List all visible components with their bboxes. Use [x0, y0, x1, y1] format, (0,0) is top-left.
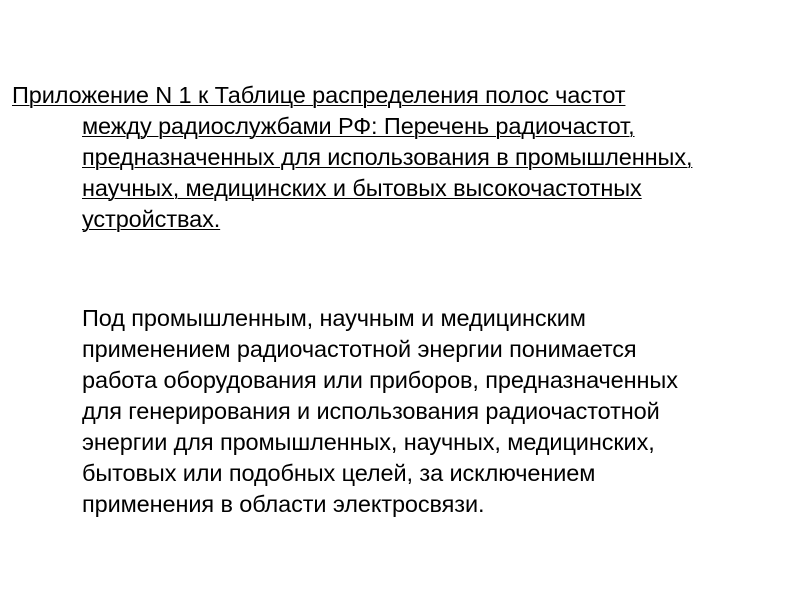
heading-line-4: научных, медицинских и бытовых высокочастотных	[82, 175, 642, 201]
heading-line-5: устройствах.	[82, 206, 221, 232]
body-line-2: применением радиочастотной энергии понимается	[82, 336, 637, 362]
heading-text	[12, 80, 782, 235]
heading-line-3: предназначенных для использования в промышленных,	[82, 144, 693, 170]
body-paragraph	[82, 303, 782, 520]
body-line-4: для генерирования и использования радиочастотной	[82, 398, 660, 424]
body-line-7: применения в области электросвязи.	[82, 491, 485, 517]
body-line-6: бытовых или подобных целей, за исключением	[82, 460, 596, 486]
slide-heading	[12, 80, 782, 235]
body-line-1: Под промышленным, научным и медицинским	[82, 305, 586, 331]
heading-line-1: Приложение N 1 к Таблице распределения полос частот	[12, 82, 626, 108]
heading-line-2: между радиослужбами РФ: Перечень радиочастот,	[82, 113, 635, 139]
body-line-5: энергии для промышленных, научных, медицинских,	[82, 429, 655, 455]
body-line-3: работа оборудования или приборов, предназначенных	[82, 367, 678, 393]
